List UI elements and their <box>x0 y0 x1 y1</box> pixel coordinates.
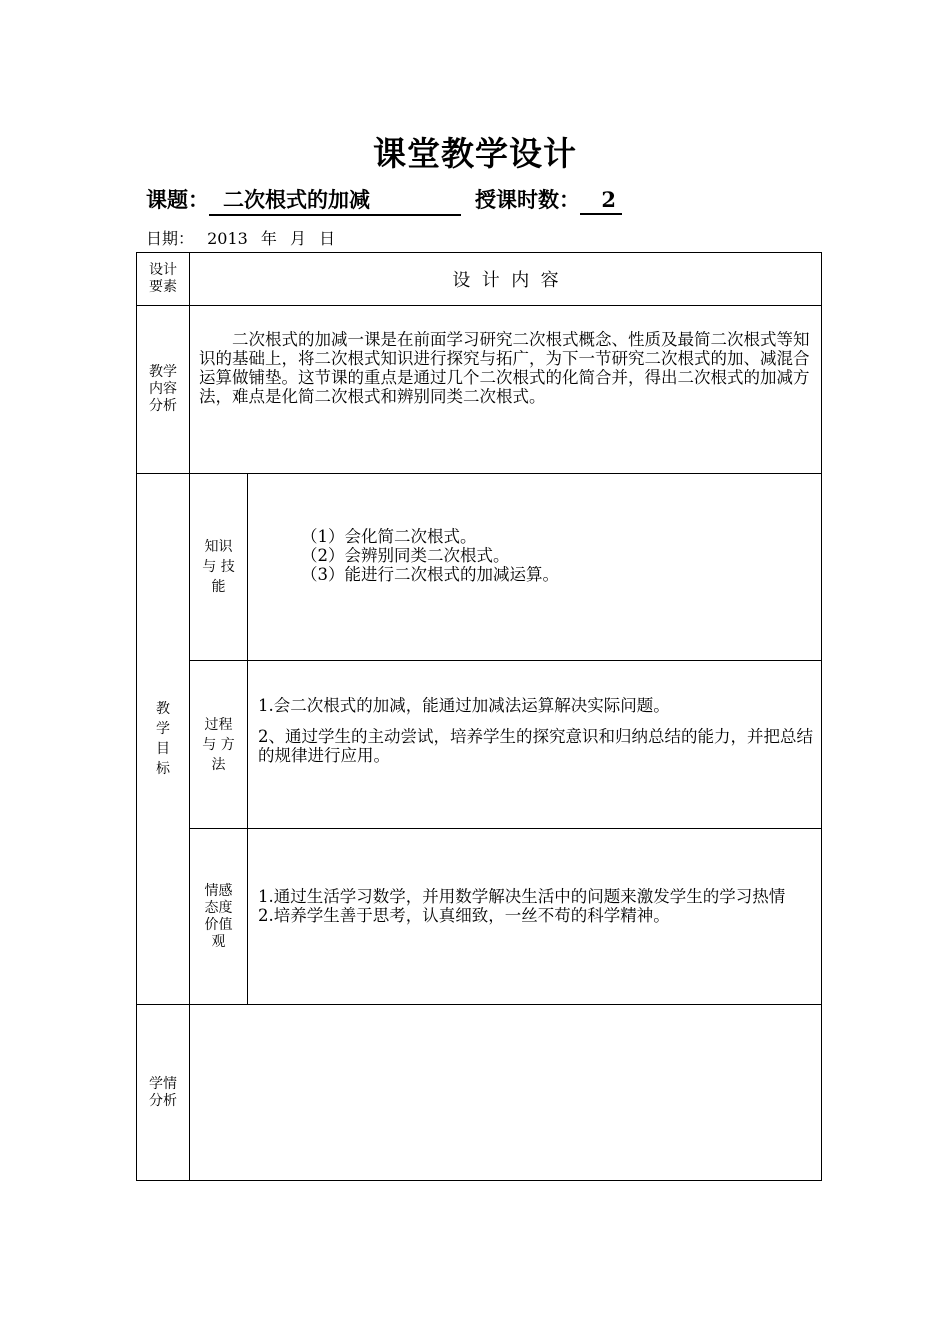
divider <box>189 660 821 661</box>
content-analysis-label: 教学 内容 分析 <box>149 364 177 414</box>
date-line <box>146 226 343 249</box>
list-item: 2.培养学生善于思考，认真细致，一丝不苟的科学精神。 <box>258 906 670 925</box>
list-item: （1）会化简二次根式。 <box>301 527 477 546</box>
emotion-label: 情感 态度 价值 观 <box>204 882 233 950</box>
date-label: 日期： <box>146 229 195 248</box>
list-item: 1.通过生活学习数学，并用数学解决生活中的问题来激发学生的学习热情 <box>258 887 786 906</box>
date-year-unit: 年 <box>260 229 277 248</box>
date-day-unit: 日 <box>319 229 336 248</box>
knowledge-label: 知识 与 技 能 <box>202 539 235 595</box>
list-item: （3）能进行二次根式的加减运算。 <box>301 565 559 584</box>
divider <box>137 305 821 306</box>
header-right-label: 设 计 内 容 <box>452 270 559 291</box>
page-title: 课堂教学设计 <box>373 134 577 173</box>
hours-label: 授课时数： <box>475 188 580 212</box>
subject-line <box>146 184 622 216</box>
header-left-label: 设计 要素 <box>149 262 177 295</box>
divider <box>137 1004 821 1005</box>
knowledge-items <box>301 527 811 584</box>
design-table <box>136 252 822 1181</box>
process-items <box>258 696 814 765</box>
divider <box>189 828 821 829</box>
hours-value: 2 <box>580 186 622 215</box>
list-item: （2）会辨别同类二次根式。 <box>301 546 510 565</box>
objectives-label: 教 学 目 标 <box>156 701 170 777</box>
date-year: 2013 <box>207 229 248 248</box>
list-item: 2、通过学生的主动尝试，培养学生的探究意识和归纳总结的能力，并把总结的规律进行应用。 <box>258 727 813 765</box>
divider <box>247 473 248 1004</box>
subject-value: 二次根式的加减 <box>209 187 461 216</box>
process-label: 过程 与 方 法 <box>202 716 235 773</box>
student-analysis-label: 学情 分析 <box>149 1075 177 1109</box>
date-month-unit: 月 <box>290 229 307 248</box>
list-item: 1.会二次根式的加减，能通过加减法运算解决实际问题。 <box>258 696 670 715</box>
content-analysis-text: 二次根式的加减一课是在前面学习研究二次根式概念、性质及最简二次根式等知识的基础上，将二次根式知识进行探究与拓广，为下一节研究二次根式的加、减混合运算做铺垫。这节课的重点是通过几个二次根式的化简合并，得出二次根式的加减方法，难点是化简二次根式和辨别同类二次根式。 <box>199 330 810 406</box>
subject-label: 课题： <box>146 188 209 212</box>
emotion-items <box>258 887 814 925</box>
